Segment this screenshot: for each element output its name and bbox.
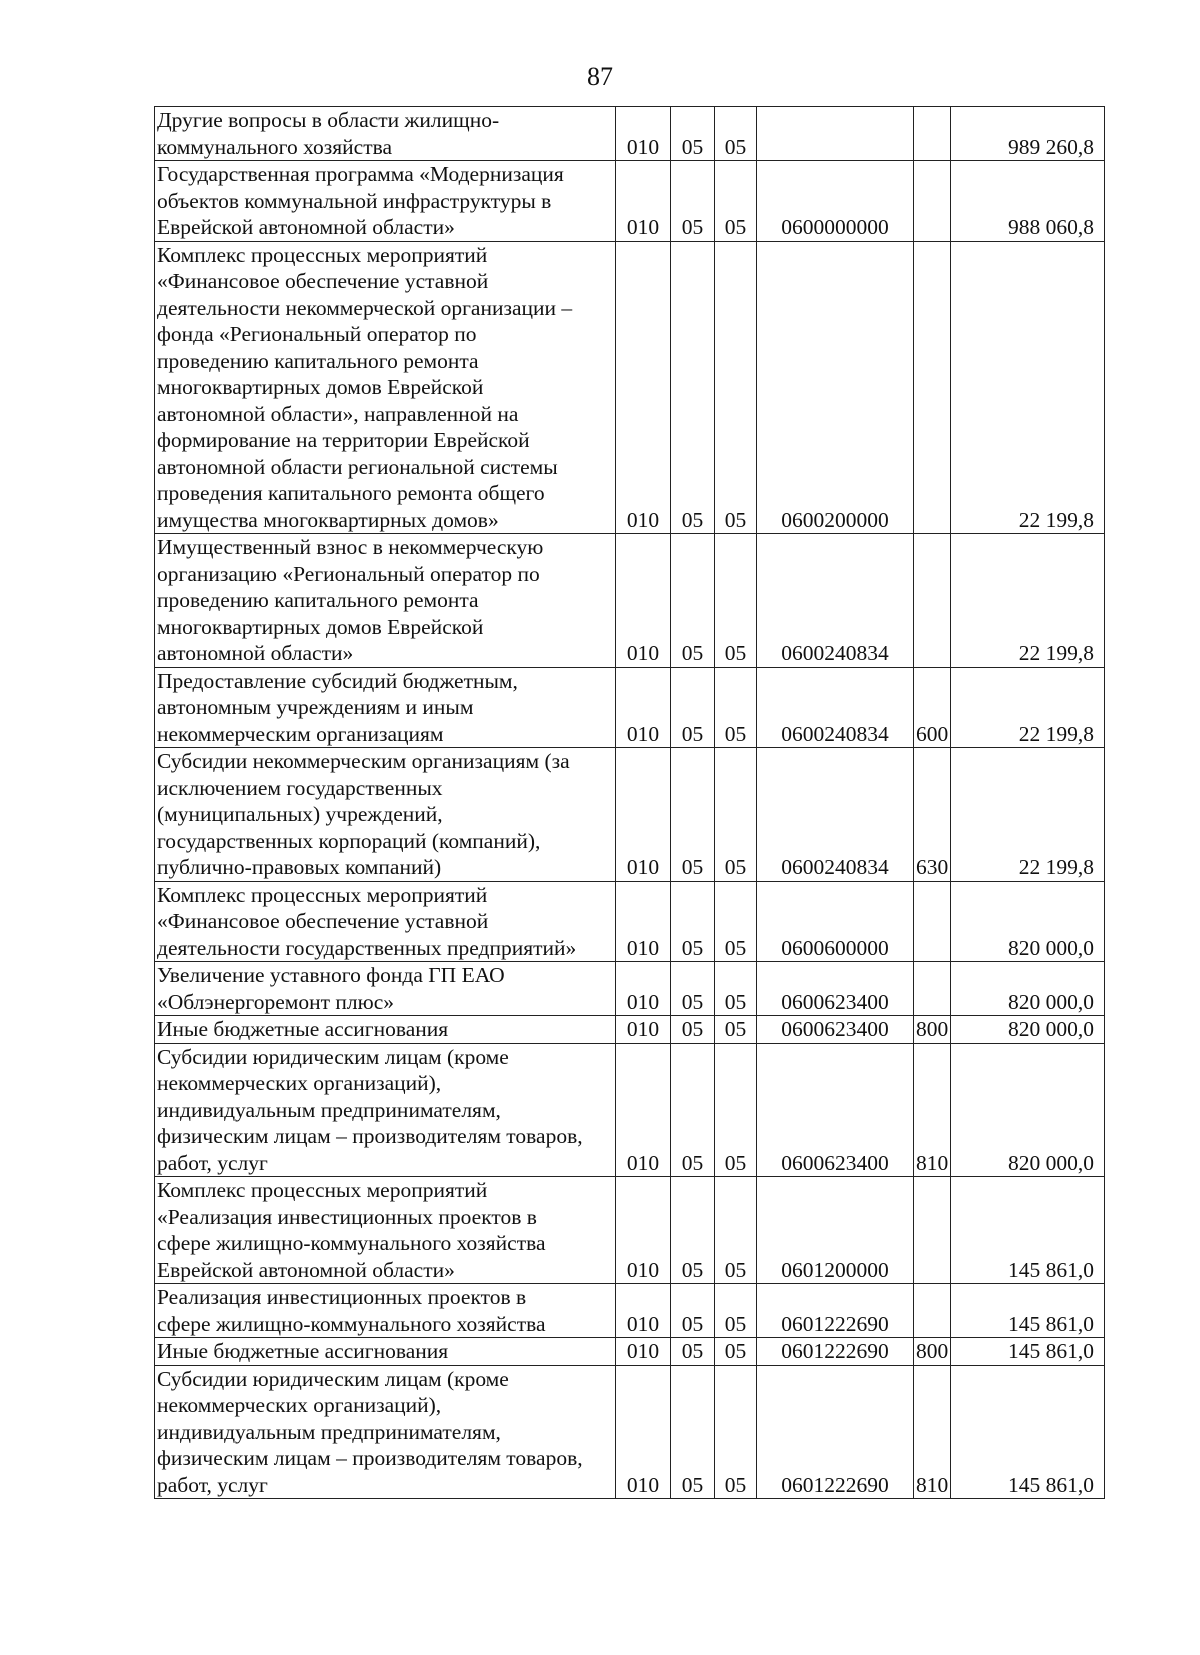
expense-type-cell	[914, 534, 951, 668]
amount-cell: 22 199,8	[951, 748, 1105, 882]
target-article-cell: 0600600000	[757, 881, 914, 962]
target-article-cell: 0601222690	[757, 1365, 914, 1499]
subsection-cell: 05	[715, 881, 757, 962]
grbs-cell: 010	[616, 748, 671, 882]
item-name-cell: Комплекс процессных мероприятий «Финансовое обеспечение уставной деятельности государственных предприятий»	[155, 881, 616, 962]
table-row	[155, 748, 1105, 882]
amount-cell: 820 000,0	[951, 1043, 1105, 1177]
subsection-cell: 05	[715, 1284, 757, 1338]
amount-cell: 820 000,0	[951, 962, 1105, 1016]
table-row	[155, 1284, 1105, 1338]
page-number: 87	[587, 62, 613, 91]
target-article-cell: 0601222690	[757, 1338, 914, 1366]
section-cell: 05	[671, 962, 715, 1016]
subsection-cell: 05	[715, 1338, 757, 1366]
section-cell: 05	[671, 1365, 715, 1499]
subsection-cell: 05	[715, 1177, 757, 1284]
amount-cell: 989 260,8	[951, 107, 1105, 161]
amount-cell: 145 861,0	[951, 1177, 1105, 1284]
item-name-cell: Предоставление субсидий бюджетным, автономным учреждениям и иным некоммерческим организациям	[155, 667, 616, 748]
amount-cell: 145 861,0	[951, 1365, 1105, 1499]
section-cell: 05	[671, 107, 715, 161]
expense-type-cell	[914, 241, 951, 534]
grbs-cell: 010	[616, 534, 671, 668]
grbs-cell: 010	[616, 881, 671, 962]
target-article-cell: 0600000000	[757, 161, 914, 242]
amount-cell: 820 000,0	[951, 1016, 1105, 1044]
subsection-cell: 05	[715, 962, 757, 1016]
subsection-cell: 05	[715, 667, 757, 748]
expense-type-cell	[914, 161, 951, 242]
expense-type-cell: 600	[914, 667, 951, 748]
subsection-cell: 05	[715, 107, 757, 161]
grbs-cell: 010	[616, 1016, 671, 1044]
grbs-cell: 010	[616, 1338, 671, 1366]
item-name-cell: Государственная программа «Модернизация объектов коммунальной инфраструктуры в Еврейской автономной области»	[155, 161, 616, 242]
target-article-cell: 0601222690	[757, 1284, 914, 1338]
item-name-cell: Иные бюджетные ассигнования	[155, 1016, 616, 1044]
table-row	[155, 1043, 1105, 1177]
section-cell: 05	[671, 1177, 715, 1284]
item-name-cell: Субсидии некоммерческим организациям (за исключением государственных (муниципальных) учреждений, государственных корпораций (компаний), публично-правовых компаний)	[155, 748, 616, 882]
subsection-cell: 05	[715, 748, 757, 882]
item-name-cell: Субсидии юридическим лицам (кроме некоммерческих организаций), индивидуальным предпринимателям, физическим лицам – производителям товаров, работ, услуг	[155, 1043, 616, 1177]
expense-type-cell	[914, 1177, 951, 1284]
table-row	[155, 161, 1105, 242]
grbs-cell: 010	[616, 962, 671, 1016]
subsection-cell: 05	[715, 161, 757, 242]
section-cell: 05	[671, 881, 715, 962]
target-article-cell: 0600240834	[757, 534, 914, 668]
section-cell: 05	[671, 1338, 715, 1366]
item-name-cell: Увеличение уставного фонда ГП ЕАО «Облэнергоремонт плюс»	[155, 962, 616, 1016]
grbs-cell: 010	[616, 1284, 671, 1338]
grbs-cell: 010	[616, 667, 671, 748]
section-cell: 05	[671, 241, 715, 534]
amount-cell: 22 199,8	[951, 667, 1105, 748]
section-cell: 05	[671, 1016, 715, 1044]
subsection-cell: 05	[715, 1365, 757, 1499]
amount-cell: 145 861,0	[951, 1338, 1105, 1366]
subsection-cell: 05	[715, 1043, 757, 1177]
item-name-cell: Реализация инвестиционных проектов в сфере жилищно-коммунального хозяйства	[155, 1284, 616, 1338]
expense-type-cell: 800	[914, 1338, 951, 1366]
table-body	[155, 107, 1105, 1499]
table-row	[155, 962, 1105, 1016]
grbs-cell: 010	[616, 241, 671, 534]
expense-type-cell: 800	[914, 1016, 951, 1044]
amount-cell: 820 000,0	[951, 881, 1105, 962]
subsection-cell: 05	[715, 534, 757, 668]
grbs-cell: 010	[616, 1177, 671, 1284]
table-row	[155, 107, 1105, 161]
expense-type-cell	[914, 881, 951, 962]
section-cell: 05	[671, 748, 715, 882]
section-cell: 05	[671, 1043, 715, 1177]
target-article-cell: 0601200000	[757, 1177, 914, 1284]
table-row	[155, 1338, 1105, 1366]
item-name-cell: Субсидии юридическим лицам (кроме некоммерческих организаций), индивидуальным предпринимателям, физическим лицам – производителям товаров, работ, услуг	[155, 1365, 616, 1499]
section-cell: 05	[671, 1284, 715, 1338]
table-row	[155, 1177, 1105, 1284]
expense-type-cell	[914, 1284, 951, 1338]
expense-type-cell: 810	[914, 1365, 951, 1499]
budget-table	[154, 106, 1105, 1499]
subsection-cell: 05	[715, 1016, 757, 1044]
amount-cell: 988 060,8	[951, 161, 1105, 242]
grbs-cell: 010	[616, 107, 671, 161]
expense-type-cell	[914, 962, 951, 1016]
table-row	[155, 667, 1105, 748]
expense-type-cell	[914, 107, 951, 161]
target-article-cell: 0600623400	[757, 1043, 914, 1177]
grbs-cell: 010	[616, 1365, 671, 1499]
subsection-cell: 05	[715, 241, 757, 534]
item-name-cell: Комплекс процессных мероприятий «Финансовое обеспечение уставной деятельности некоммерческой организации – фонда «Региональный оператор по проведению капитального ремонта многоквартирных домов Еврейской автономной области», направленной на формирование на территории Еврейской автономной области региональной системы проведения капитального ремонта общего имущества многоквартирных домов»	[155, 241, 616, 534]
expense-type-cell: 810	[914, 1043, 951, 1177]
table-row	[155, 241, 1105, 534]
expense-type-cell: 630	[914, 748, 951, 882]
target-article-cell: 0600623400	[757, 962, 914, 1016]
item-name-cell: Комплекс процессных мероприятий «Реализация инвестиционных проектов в сфере жилищно-коммунального хозяйства Еврейской автономной области»	[155, 1177, 616, 1284]
section-cell: 05	[671, 161, 715, 242]
grbs-cell: 010	[616, 161, 671, 242]
table-row	[155, 881, 1105, 962]
amount-cell: 145 861,0	[951, 1284, 1105, 1338]
target-article-cell: 0600623400	[757, 1016, 914, 1044]
target-article-cell: 0600200000	[757, 241, 914, 534]
table-row	[155, 1365, 1105, 1499]
item-name-cell: Другие вопросы в области жилищно- коммунального хозяйства	[155, 107, 616, 161]
target-article-cell	[757, 107, 914, 161]
amount-cell: 22 199,8	[951, 241, 1105, 534]
table-row	[155, 1016, 1105, 1044]
section-cell: 05	[671, 534, 715, 668]
amount-cell: 22 199,8	[951, 534, 1105, 668]
item-name-cell: Иные бюджетные ассигнования	[155, 1338, 616, 1366]
section-cell: 05	[671, 667, 715, 748]
target-article-cell: 0600240834	[757, 748, 914, 882]
target-article-cell: 0600240834	[757, 667, 914, 748]
item-name-cell: Имущественный взнос в некоммерческую организацию «Региональный оператор по проведению капитального ремонта многоквартирных домов Еврейской автономной области»	[155, 534, 616, 668]
grbs-cell: 010	[616, 1043, 671, 1177]
table-row	[155, 534, 1105, 668]
